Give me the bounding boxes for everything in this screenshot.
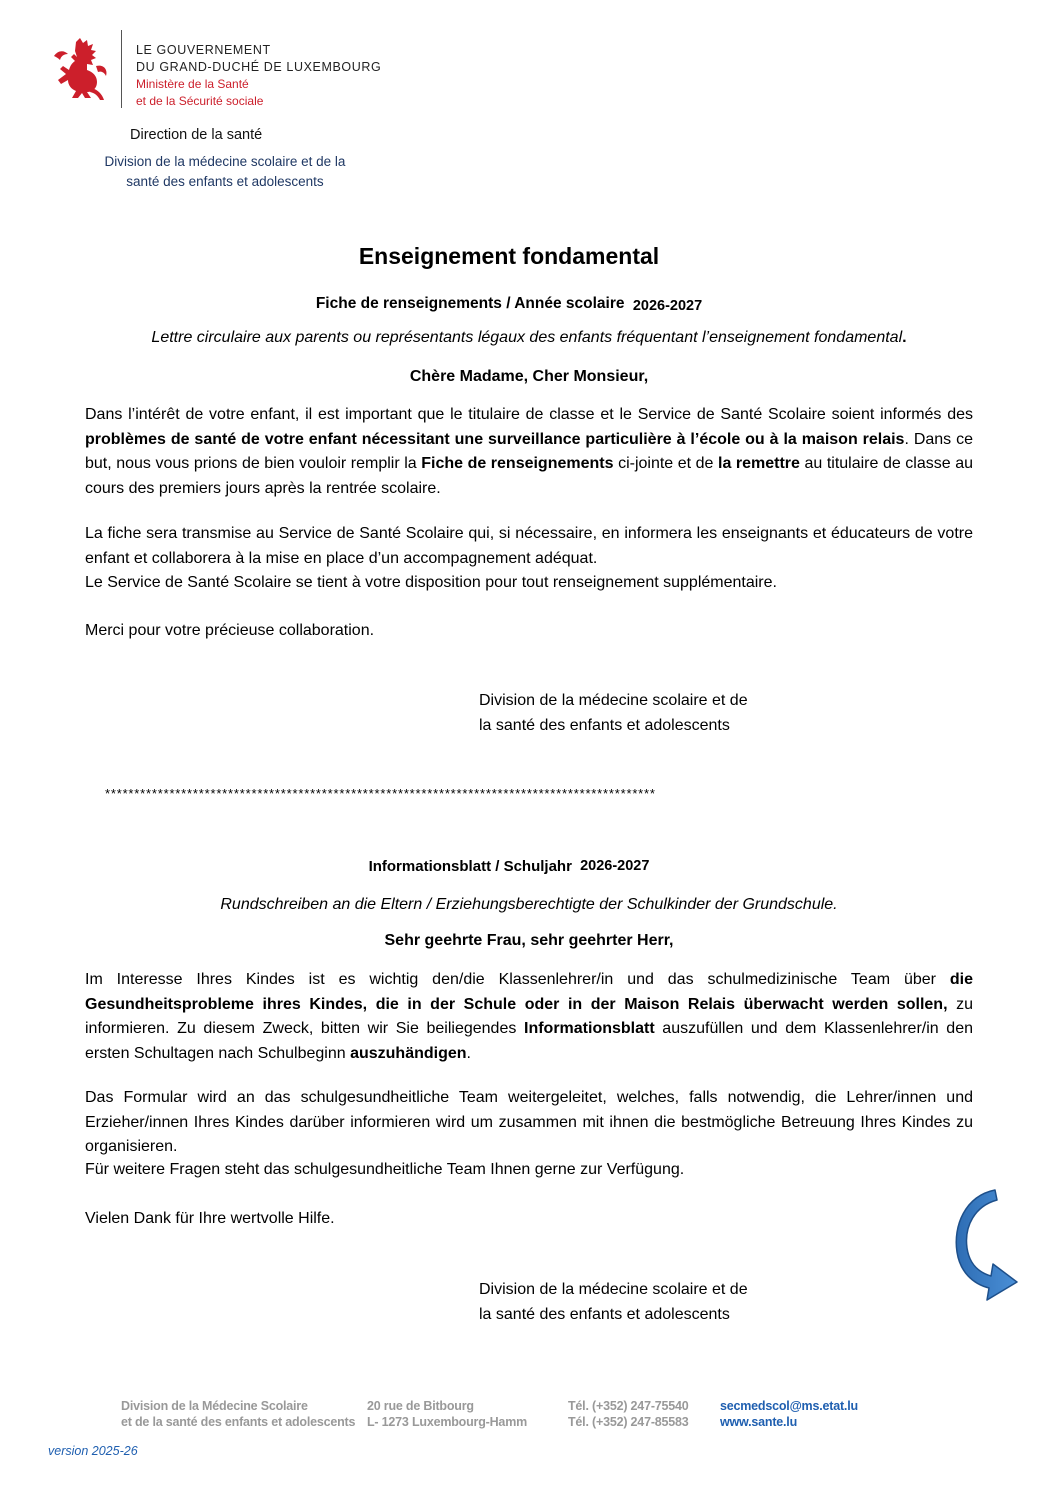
fr-sig-line-2: la santé des enfants et adolescents	[479, 716, 730, 734]
fr-sig-line-1: Division de la médecine scolaire et de	[479, 692, 748, 709]
fr-p1-bold-f: la remettre	[718, 455, 800, 472]
french-signature	[479, 689, 748, 738]
de-p1-bold-d: Informationsblatt	[524, 1020, 655, 1037]
fr-p1-text-e: ci-jointe et de	[613, 455, 718, 472]
footer-org-line-2: et de la santé des enfants et adolescents	[121, 1415, 356, 1429]
division-line-1: Division de la médecine scolaire et de la	[104, 154, 346, 169]
fr-p1-text-g: au titulaire de classe au cours des premiers jours après la rentrée scolaire.	[85, 455, 974, 497]
de-p1-text-g: .	[466, 1044, 471, 1062]
page-title: Enseignement fondamental	[358, 243, 660, 269]
german-paragraph-3: Für weitere Fragen steht das schulgesundheitliche Team Ihnen gerne zur Verfügung.	[85, 1161, 685, 1178]
french-paragraph-3: Le Service de Santé Scolaire se tient à votre disposition pour tout renseignement supplémentaire.	[85, 574, 777, 591]
de-p1-bold-b: die Gesundheitsprobleme ihres Kindes, die in der Schule oder in der Maison Relais überwacht werden sollen,	[85, 971, 973, 1013]
german-circular-line: Rundschreiben an die Eltern / Erziehungsberechtigte der Schulkinder der Grundschule.	[220, 896, 838, 913]
footer-website-link[interactable]: www.sante.lu	[720, 1415, 798, 1429]
red-lion-crest-icon	[52, 36, 112, 102]
footer-tel-2: Tél. (+352) 247-85583	[568, 1415, 689, 1429]
de-sig-line-2: la santé des enfants et adolescents	[479, 1305, 730, 1323]
footer-org-line-1: Division de la Médecine Scolaire	[121, 1399, 308, 1413]
header-divider	[121, 30, 122, 108]
direction-label: Direction de la santé	[130, 127, 263, 143]
french-subtitle-text: Fiche de renseignements / Année scolaire	[315, 295, 625, 312]
french-circular-end: .	[902, 329, 907, 346]
fr-p1-text-a: Dans l’intérêt de votre enfant, il est important que le titulaire de classe et le Service de Santé Scolaire soient informés des	[85, 406, 973, 423]
footer-tel-1: Tél. (+352) 247-75540	[568, 1399, 689, 1413]
de-p1-text-a: Im Interesse Ihres Kindes ist es wichtig den/die Klassenlehrer/in und das schulmedizinische Team über	[85, 971, 950, 988]
german-signature	[479, 1278, 748, 1327]
footer-organization	[121, 1398, 355, 1430]
french-circular-line	[0, 329, 1058, 347]
footer-email-link[interactable]: secmedscol@ms.etat.lu	[720, 1399, 858, 1413]
german-paragraph-1	[85, 968, 973, 1066]
curved-turn-page-arrow-icon	[947, 1186, 1027, 1306]
ministry-line-1: Ministère de la Santé	[136, 77, 249, 91]
division-label	[80, 152, 370, 192]
footer-address	[367, 1398, 527, 1430]
footer-addr-line-2: L- 1273 Luxembourg-Hamm	[367, 1415, 528, 1429]
de-p1-text-c: zu informieren. Zu diesem Zweck, bitten wir Sie beiliegendes	[85, 995, 974, 1037]
german-subtitle-text: Informationsblatt / Schuljahr	[368, 858, 572, 875]
government-heading	[136, 42, 381, 110]
ministry-line-2: et de la Sécurité sociale	[136, 94, 264, 108]
footer-phones	[568, 1398, 689, 1430]
french-thanks: Merci pour votre précieuse collaboration.	[85, 622, 375, 639]
french-circular-text: Lettre circulaire aux parents ou représentants légaux des enfants fréquentant l’enseignement fondamental	[151, 329, 903, 346]
french-subtitle	[0, 295, 1018, 313]
gov-line-1: LE GOUVERNEMENT	[136, 43, 271, 57]
version-label: version 2025-26	[48, 1444, 138, 1458]
de-sig-line-1: Division de la médecine scolaire et de	[479, 1281, 748, 1298]
german-school-year: 2026-2027	[580, 858, 650, 874]
gov-line-2: DU GRAND-DUCHÉ DE LUXEMBOURG	[136, 60, 382, 74]
german-subtitle	[0, 858, 1018, 875]
fr-p1-bold-d: Fiche de renseignements	[421, 455, 614, 472]
footer-addr-line-1: 20 rue de Bitbourg	[367, 1399, 474, 1413]
german-salutation: Sehr geehrte Frau, sehr geehrter Herr,	[384, 932, 674, 949]
de-p1-text-e: auszufüllen und dem Klassenlehrer/in den ersten Schultagen nach Schulbeginn	[85, 1020, 974, 1062]
french-school-year: 2026-2027	[632, 298, 703, 314]
division-line-2: santé des enfants et adolescents	[126, 174, 324, 189]
french-paragraph-2: La fiche sera transmise au Service de Santé Scolaire qui, si nécessaire, en informera les enseignants et éducateurs de votre enfant et collaborera à la mise en place d’un accompagnement adéquat.	[85, 525, 973, 567]
fr-p1-bold-b: problèmes de santé de votre enfant nécessitant une surveillance particulière à l’école ou à la maison relais	[85, 430, 905, 448]
german-thanks: Vielen Dank für Ihre wertvolle Hilfe.	[85, 1210, 335, 1227]
french-paragraph-1	[85, 403, 973, 501]
german-paragraph-2: Das Formular wird an das schulgesundheitliche Team weitergeleitet, welches, falls notwendig, die Lehrer/innen und Erzieher/innen Ihres Kindes darüber informieren wird um zusammen mit ihnen die bestmögliche Betreuung Ihres Kindes zu organisieren.	[85, 1089, 973, 1155]
footer-contact	[720, 1398, 858, 1430]
section-separator: **********************************************************************************************	[105, 786, 656, 801]
de-p1-bold-f: auszuhändigen	[350, 1044, 467, 1062]
french-salutation: Chère Madame, Cher Monsieur,	[409, 368, 649, 385]
fr-p1-text-c: . Dans ce but, nous vous prions de bien vouloir remplir la	[85, 430, 973, 472]
